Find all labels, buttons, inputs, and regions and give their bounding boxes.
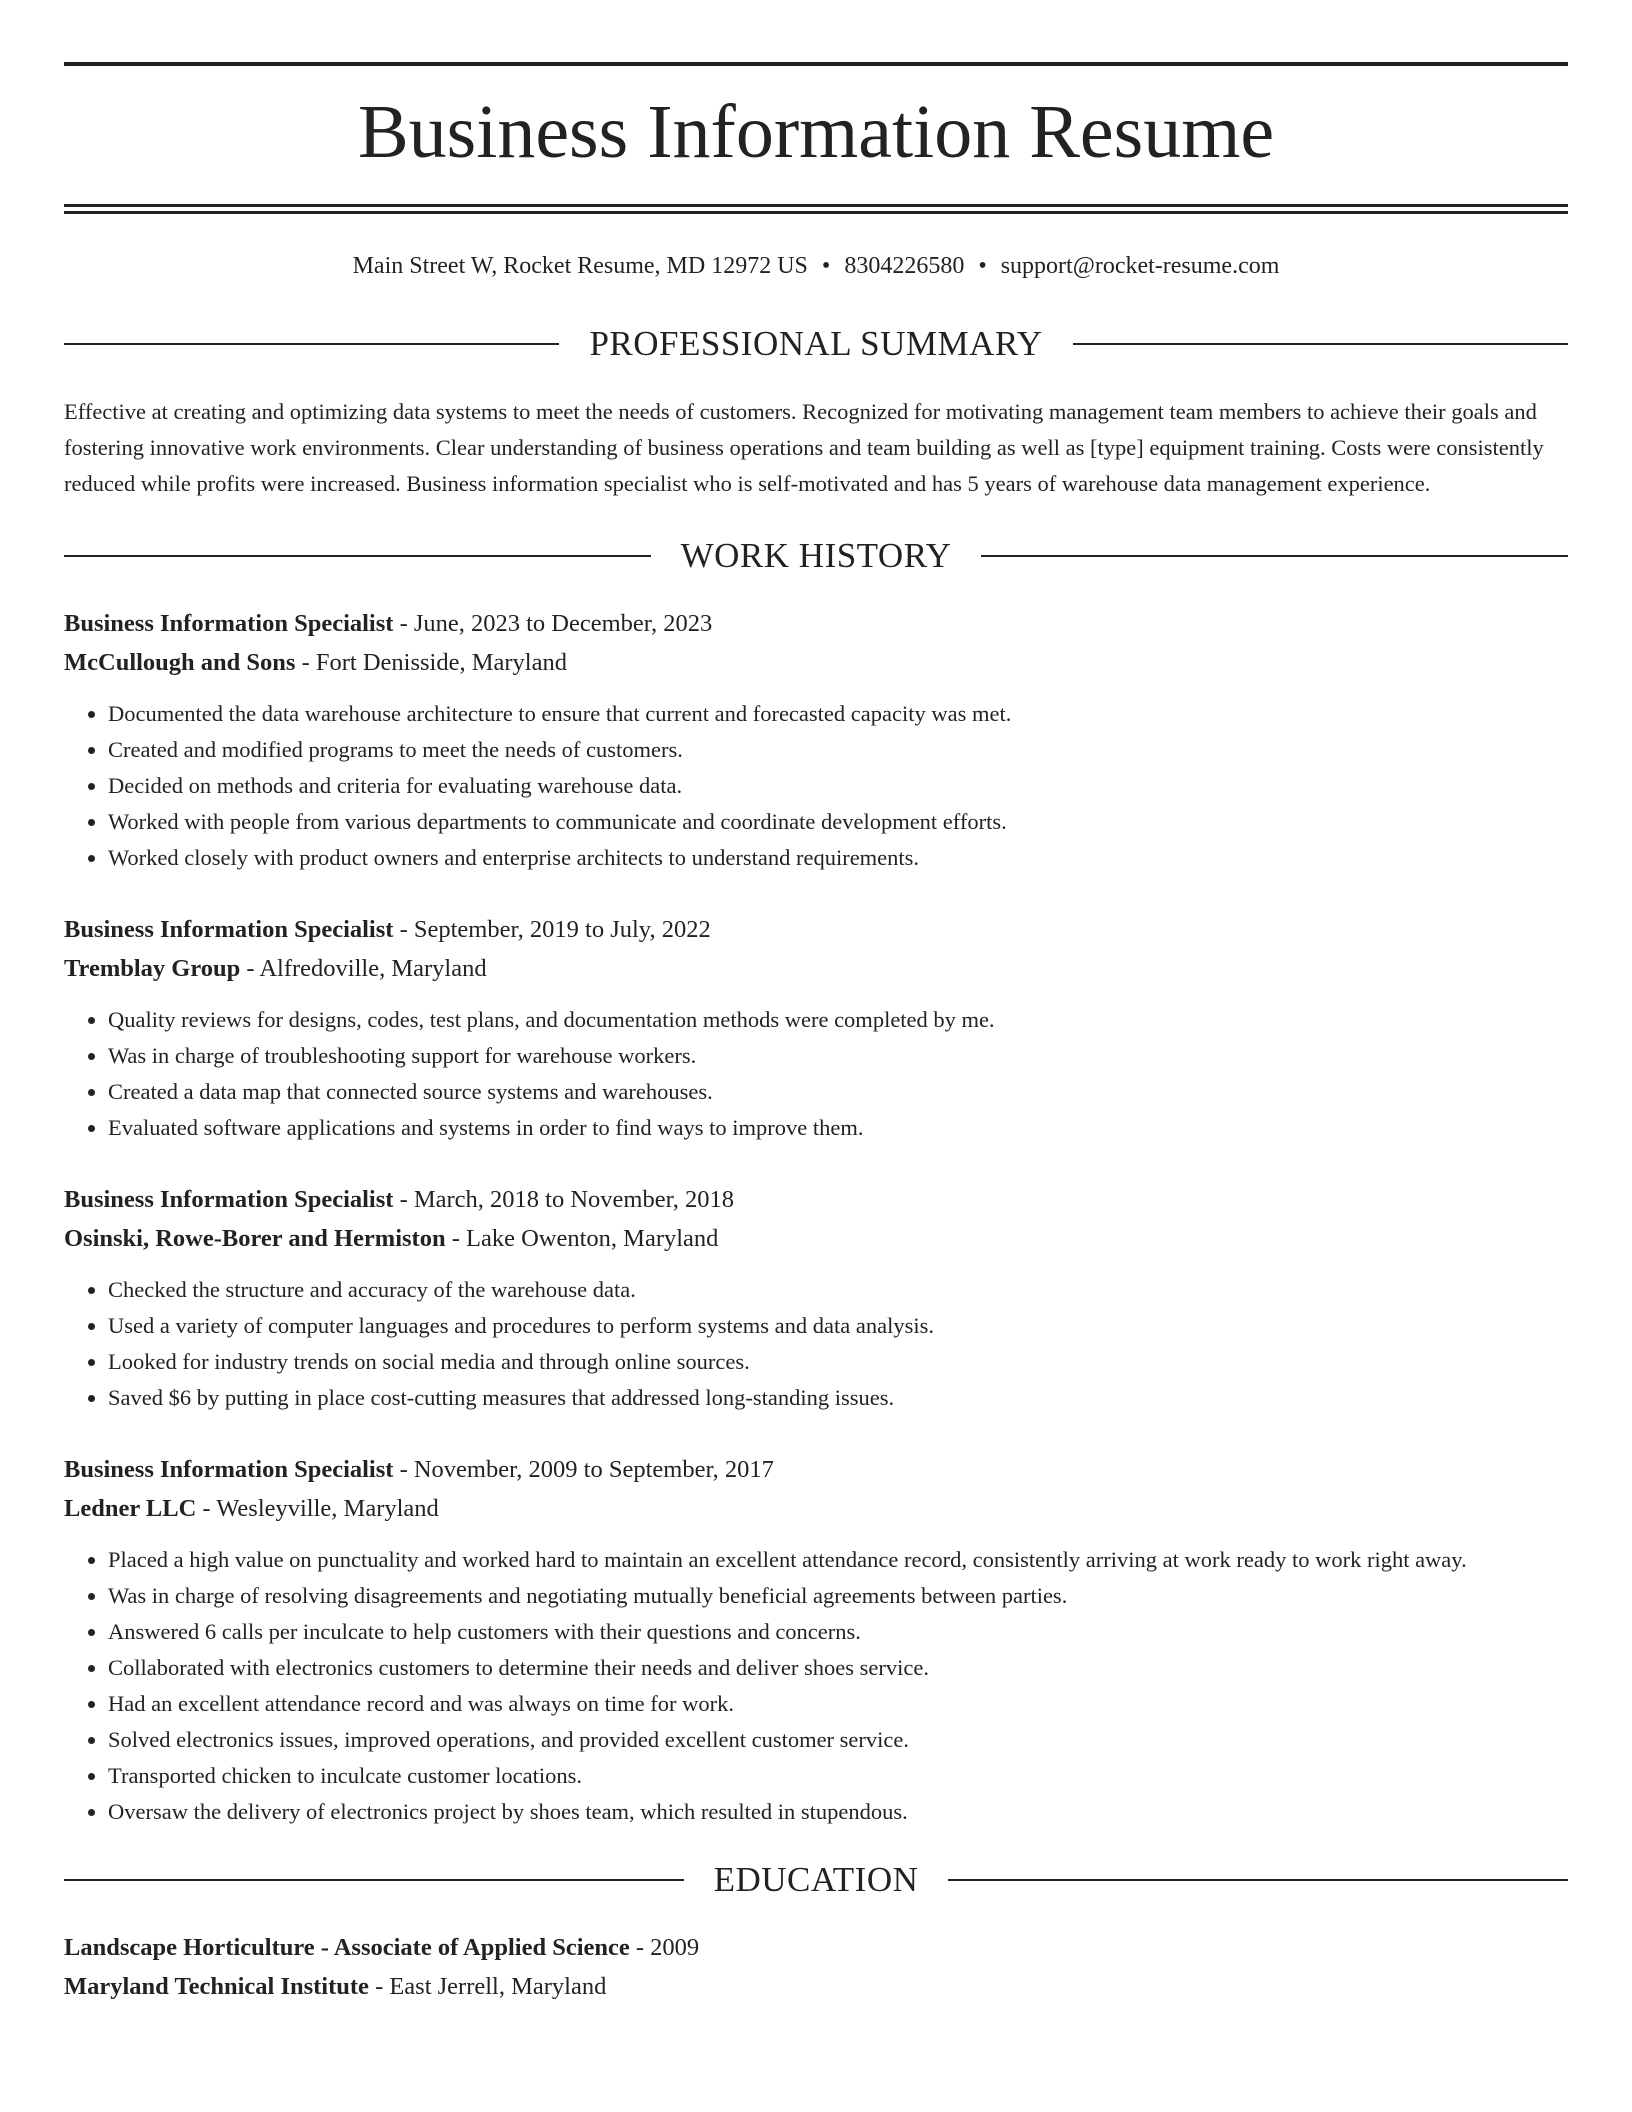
- list-item: • Was in charge of resolving disagreements and negotiating mutually beneficial agreements between parties.: [108, 1578, 1568, 1614]
- contact-line: [64, 250, 1568, 282]
- job-company: Osinski, Rowe-Borer and Hermiston: [64, 1225, 446, 1252]
- job-bullets: [64, 1272, 1568, 1416]
- education-entry: [64, 1928, 1568, 2006]
- heading-rule-left: [64, 555, 651, 557]
- list-item: • Worked with people from various departments to communicate and coordinate development efforts.: [108, 804, 1568, 840]
- heading-rule-right: [948, 1879, 1568, 1881]
- job-bullets: [64, 1002, 1568, 1146]
- list-item: • Used a variety of computer languages and procedures to perform systems and data analysis.: [108, 1308, 1568, 1344]
- job-title-line: [64, 604, 1568, 643]
- list-item: • Transported chicken to inculcate customer locations.: [108, 1758, 1568, 1794]
- title-double-rule: [64, 204, 1568, 214]
- contact-separator: •: [821, 253, 831, 279]
- contact-phone: 8304226580: [844, 253, 965, 279]
- list-item: • Answered 6 calls per inculcate to help customers with their questions and concerns.: [108, 1614, 1568, 1650]
- list-item: • Created a data map that connected source systems and warehouses.: [108, 1074, 1568, 1110]
- job-bullets: [64, 1542, 1568, 1830]
- job-dates: - November, 2009 to September, 2017: [393, 1456, 774, 1483]
- section-heading-summary: [64, 324, 1568, 364]
- section-title: PROFESSIONAL SUMMARY: [589, 324, 1043, 363]
- resume-page: [64, 62, 1568, 2006]
- heading-rule-left: [64, 1879, 684, 1881]
- job-title-line: [64, 910, 1568, 949]
- job-company-line: [64, 1489, 1568, 1528]
- list-item: • Quality reviews for designs, codes, test plans, and documentation methods were completed by me.: [108, 1002, 1568, 1038]
- contact-separator: •: [978, 253, 987, 279]
- heading-rule-left: [64, 343, 559, 345]
- education-school-line: [64, 1967, 1568, 2006]
- job-title-line: [64, 1180, 1568, 1219]
- list-item: • Placed a high value on punctuality and worked hard to maintain an excellent attendance record, consistently arriving at work ready to work right away.: [108, 1542, 1568, 1578]
- list-item: • Created and modified programs to meet the needs of customers.: [108, 732, 1568, 768]
- education-year: - 2009: [629, 1934, 700, 1961]
- list-item: • Looked for industry trends on social media and through online sources.: [108, 1344, 1568, 1380]
- work-history: [64, 604, 1568, 1830]
- job-entry: [64, 1180, 1568, 1416]
- job-company: Tremblay Group: [64, 955, 241, 982]
- list-item: • Evaluated software applications and systems in order to find ways to improve them.: [108, 1110, 1568, 1146]
- job-dates: - June, 2023 to December, 2023: [393, 610, 713, 637]
- contact-address: Main Street W, Rocket Resume, MD 12972 US: [352, 253, 808, 279]
- job-entry: [64, 1450, 1568, 1830]
- list-item: • Collaborated with electronics customers to determine their needs and deliver shoes service.: [108, 1650, 1568, 1686]
- education-degree: Landscape Horticulture - Associate of Applied Science: [64, 1934, 630, 1961]
- job-title: Business Information Specialist: [64, 610, 394, 637]
- job-location: - Wesleyville, Maryland: [196, 1495, 439, 1522]
- job-entry: [64, 604, 1568, 876]
- job-title: Business Information Specialist: [64, 1456, 394, 1483]
- education-degree-line: [64, 1928, 1568, 1967]
- job-company-line: [64, 1219, 1568, 1258]
- summary-text: Effective at creating and optimizing data systems to meet the needs of customers. Recognized for motivating management team members to achieve their goals and fostering innovative work environments. Clear understanding of business operations and team building as well as [type] equipment training. Costs were consistently reduced while profits were increased. Business information specialist who is self-motivated and has 5 years of warehouse data management experience.: [64, 399, 1544, 496]
- job-dates: - March, 2018 to November, 2018: [393, 1186, 735, 1213]
- top-rule: [64, 62, 1568, 66]
- section-title: EDUCATION: [713, 1860, 919, 1899]
- list-item: • Had an excellent attendance record and was always on time for work.: [108, 1686, 1568, 1722]
- list-item: • Oversaw the delivery of electronics project by shoes team, which resulted in stupendous.: [108, 1794, 1568, 1830]
- list-item: • Checked the structure and accuracy of the warehouse data.: [108, 1272, 1568, 1308]
- job-title: Business Information Specialist: [64, 1186, 394, 1213]
- job-company-line: [64, 643, 1568, 682]
- job-entry: [64, 910, 1568, 1146]
- list-item: • Documented the data warehouse architecture to ensure that current and forecasted capacity was met.: [108, 696, 1568, 732]
- heading-rule-right: [981, 555, 1568, 557]
- job-company: Ledner LLC: [64, 1495, 197, 1522]
- section-heading-education: [64, 1860, 1568, 1900]
- section-heading-work: [64, 536, 1568, 576]
- list-item: • Saved $6 by putting in place cost-cutting measures that addressed long-standing issues.: [108, 1380, 1568, 1416]
- list-item: • Was in charge of troubleshooting support for warehouse workers.: [108, 1038, 1568, 1074]
- job-bullets: [64, 696, 1568, 876]
- list-item: • Solved electronics issues, improved operations, and provided excellent customer service.: [108, 1722, 1568, 1758]
- section-title: WORK HISTORY: [680, 536, 952, 575]
- list-item: • Decided on methods and criteria for evaluating warehouse data.: [108, 768, 1568, 804]
- education-school: Maryland Technical Institute: [64, 1973, 369, 2000]
- education-location: - East Jerrell, Maryland: [368, 1973, 607, 2000]
- heading-rule-right: [1073, 343, 1568, 345]
- job-title-line: [64, 1450, 1568, 1489]
- job-location: - Lake Owenton, Maryland: [445, 1225, 719, 1252]
- job-company: McCullough and Sons: [64, 649, 296, 676]
- job-location: - Fort Denisside, Maryland: [295, 649, 567, 676]
- job-title: Business Information Specialist: [64, 916, 394, 943]
- job-location: - Alfredoville, Maryland: [240, 955, 487, 982]
- job-dates: - September, 2019 to July, 2022: [393, 916, 711, 943]
- list-item: • Worked closely with product owners and enterprise architects to understand requirements.: [108, 840, 1568, 876]
- job-company-line: [64, 949, 1568, 988]
- contact-email: support@rocket-resume.com: [1000, 253, 1280, 279]
- resume-title: Business Information Resume: [357, 90, 1275, 174]
